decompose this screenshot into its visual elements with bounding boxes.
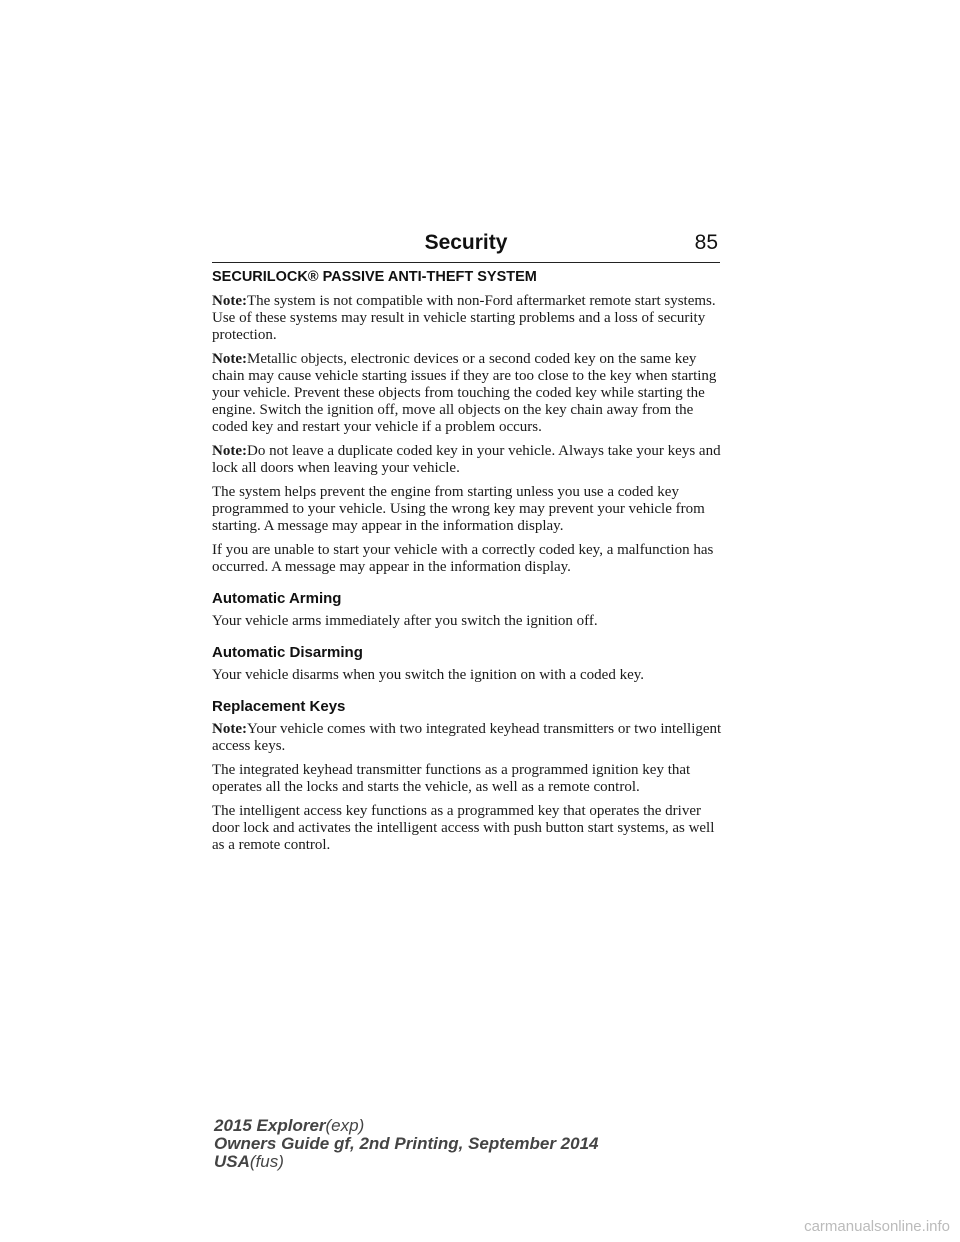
- note-label: Note:: [212, 443, 247, 459]
- note-paragraph: [212, 293, 722, 344]
- note-label: Note:: [212, 721, 247, 737]
- footer-model-code: (exp): [325, 1116, 365, 1135]
- main-heading: SECURILOCK® PASSIVE ANTI-THEFT SYSTEM: [212, 269, 537, 285]
- body-paragraph: If you are unable to start your vehicle with a correctly coded key, a malfunction has occurred. A message may appear in the information display.: [212, 542, 714, 575]
- footer-model-line: [214, 1117, 598, 1135]
- note-paragraph: [212, 721, 722, 755]
- disarming-text: Your vehicle disarms when you switch the ignition on with a coded key.: [212, 667, 645, 683]
- arming-heading: Automatic Arming: [212, 590, 342, 607]
- note-paragraph: [212, 443, 722, 477]
- footer-guide: Owners Guide gf, 2nd Printing, September 2014: [214, 1134, 599, 1153]
- note-text: The system is not compatible with non-Ford aftermarket remote start systems. Use of these systems may result in vehicle starting problems and a loss of security protection.: [212, 293, 716, 343]
- section-title: Security: [424, 231, 508, 254]
- body-paragraph: The intelligent access key functions as a programmed key that operates the driver door lock and activates the intelligent access with push button start systems, as well as a remote control.: [212, 803, 715, 853]
- page-content: [212, 268, 722, 861]
- footer-market-code: (fus): [249, 1152, 284, 1171]
- footer-market-line: [214, 1153, 598, 1171]
- note-text: Your vehicle comes with two integrated keyhead transmitters or two intelligent access keys.: [212, 721, 722, 754]
- note-text: Do not leave a duplicate coded key in your vehicle. Always take your keys and lock all doors when leaving your vehicle.: [212, 443, 721, 476]
- body-paragraph: The integrated keyhead transmitter functions as a programmed ignition key that operates all the locks and starts the vehicle, as well as a remote control.: [212, 762, 691, 795]
- watermark: carmanualsonline.info: [804, 1218, 950, 1235]
- body-paragraph: The system helps prevent the engine from starting unless you use a coded key programmed to your vehicle. Using the wrong key may prevent your vehicle from starting. A message may appear in the information display.: [212, 484, 705, 534]
- note-label: Note:: [212, 293, 247, 309]
- footer-market: USA: [214, 1152, 250, 1171]
- footer-model: 2015 Explorer: [214, 1116, 326, 1135]
- replacement-keys-heading: Replacement Keys: [212, 698, 346, 715]
- disarming-heading: Automatic Disarming: [212, 644, 363, 661]
- note-paragraph: [212, 351, 722, 436]
- page-number: 85: [694, 231, 718, 254]
- note-text: Metallic objects, electronic devices or a second coded key on the same key chain may cause vehicle starting issues if they are too close to the key when starting your vehicle. Prevent these objects from touching the coded key while starting the engine. Switch the ignition off, move all objects on the key chain away from the coded key and restart your vehicle if a problem occurs.: [212, 351, 717, 435]
- arming-text: Your vehicle arms immediately after you switch the ignition off.: [212, 613, 598, 629]
- page-footer: [214, 1117, 598, 1171]
- note-label: Note:: [212, 351, 247, 367]
